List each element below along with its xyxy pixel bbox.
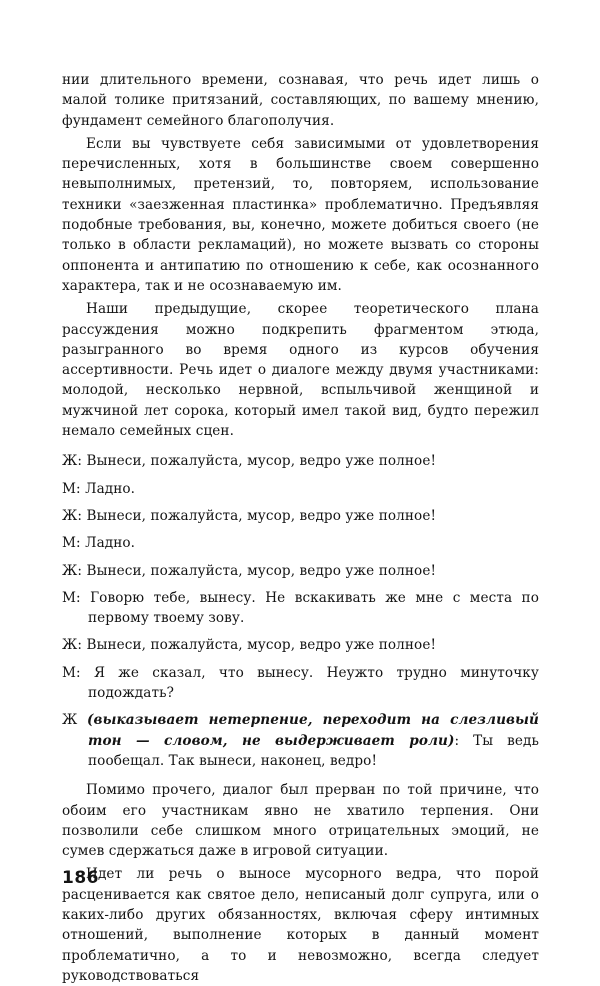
dialogue-line: Ж: Вынеси, пожалуйста, мусор, ведро уже полное! — [62, 637, 437, 654]
dialogue-line: Ж: Вынеси, пожалуйста, мусор, ведро уже полное! — [62, 507, 437, 524]
dialogue-line: М: Ладно. — [62, 480, 136, 497]
paragraph-conclusion: Идет ли речь о выносе мусорного ведра, что порой расценивается как святое дело, неписаный долг супруга, или о каких-либо других обязанностях, включая сферу интимных отношений, выполнение которых в данный момент проблематично, а то и невозможно, всегда следует руководствоваться — [62, 866, 539, 984]
page-number: 186 — [62, 868, 99, 888]
dialogue-final-line — [62, 710, 539, 771]
stage-direction: (выказывает нетерпение, переходит на слезливый тон — словом, не выдерживает роли) — [87, 712, 539, 749]
dialogue-line: М: Ладно. — [62, 535, 136, 552]
dialogue-line: Ж: Вынеси, пожалуйста, мусор, ведро уже полное! — [62, 453, 437, 470]
paragraph-etude-intro: Наши предыдущие, скорее теоретического плана рассуждения можно подкрепить фрагментом этюда, разыгранного во время одного из курсов обучения ассертивности. Речь идет о диалоге между двумя участниками: молодой, несколько нервной, вспыльчивой женщиной и мужчиной лет сорока, который имел такой вид, будто пережил немало семейных сцен. — [62, 301, 539, 440]
page-body — [62, 70, 539, 986]
dialogue-line: М: Говорю тебе, вынесу. Не вскакивать же мне с места по первому твоему зову. — [62, 589, 539, 627]
paragraph-continuation: нии длительного времени, сознавая, что речь идет лишь о малой толике притязаний, составляющих, по вашему мнению, фундамент семейного благополучия. — [62, 72, 539, 129]
dialogue-line: Ж: Вынеси, пожалуйста, мусор, ведро уже полное! — [62, 562, 437, 579]
paragraph-analysis: Помимо прочего, диалог был прерван по той причине, что обоим его участникам явно не хватило терпения. Они позволили себе слишком много отрицательных эмоций, не сумев сдержаться даже в игровой ситуации. — [62, 782, 539, 860]
speaker-label: Ж — [62, 712, 78, 729]
dialogue-line: М: Я же сказал, что вынесу. Неужто трудно минуточку подождать? — [62, 664, 539, 702]
dialogue-speech: : Ты ведь пообещал. Так вынеси, наконец, ведро! — [88, 732, 539, 769]
paragraph-dependency: Если вы чувствуете себя зависимыми от удовлетворения перечисленных, хотя в большинстве своем совершенно невыполнимых, претензий, то, повторяем, использование техники «заезженная пластинка» проблематично. Предъявляя подобные требования, вы, конечно, можете добиться своего (не только в области рекламаций), но можете вызвать со стороны оппонента и антипатию по отношению к себе, как осознанного характера, так и не осознаваемую им. — [62, 135, 539, 294]
